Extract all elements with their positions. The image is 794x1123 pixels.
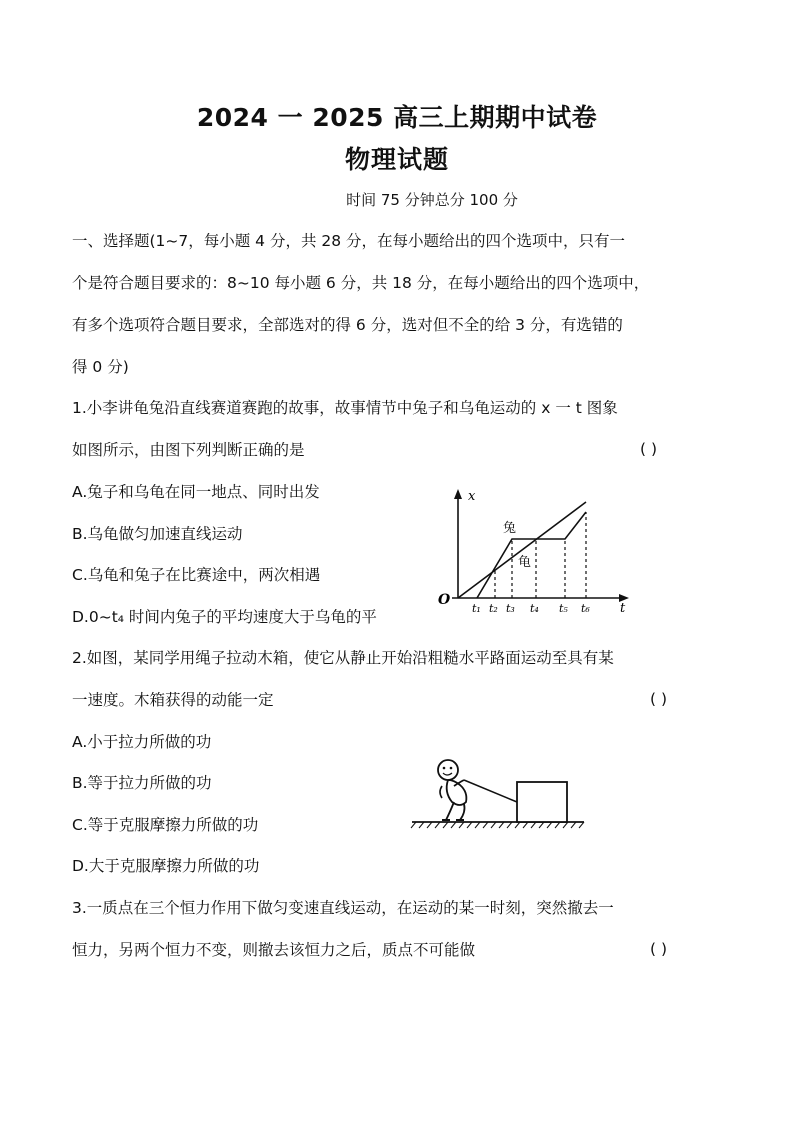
- time-info: 时间 75 分钟总分 100 分: [346, 191, 518, 209]
- page-title: 2024 一 2025 高三上期期中试卷: [196, 103, 598, 132]
- origin-label: O: [438, 592, 451, 608]
- person-head: [438, 760, 458, 780]
- q3-stem-line: 恒力，另两个恒力不变，则撤去该恒力之后，质点不可能做: [72, 941, 476, 959]
- q1-option-b: B.乌龟做匀加速直线运动: [72, 525, 243, 543]
- x-axis-label: t: [620, 601, 626, 616]
- tick-t3: t₃: [506, 602, 515, 615]
- q2-pulling-box-figure: [408, 752, 588, 832]
- q2-option-b: B.等于拉力所做的功: [72, 774, 212, 792]
- section-instruction-line: 一、选择题(1~7，每小题 4 分，共 28 分，在每小题给出的四个选项中，只有一: [72, 232, 626, 250]
- q3-stem-line: 3.一质点在三个恒力作用下做匀变速直线运动，在运动的某一时刻，突然撤去一: [72, 899, 614, 917]
- q1-xt-graph: [432, 486, 632, 618]
- q1-option-d: D.0~t₄ 时间内兔子的平均速度大于乌龟的平: [72, 608, 377, 626]
- q1-stem-line: 1.小李讲龟兔沿直线赛道赛跑的故事，故事情节中兔子和乌龟运动的 x 一 t 图象: [72, 399, 618, 417]
- q2-stem-line: 一速度。木箱获得的动能一定: [72, 691, 274, 709]
- tick-t1: t₁: [472, 602, 481, 615]
- q1-stem-line: 如图所示，由图下列判断正确的是: [72, 441, 305, 459]
- q1-answer-paren: ( ): [640, 440, 658, 458]
- section-instruction-line: 个是符合题目要求的：8~10 每小题 6 分，共 18 分，在每小题给出的四个选项中，: [72, 274, 650, 292]
- tick-t4: t₄: [530, 602, 539, 615]
- turtle-label: 龟: [518, 555, 532, 570]
- wooden-box: [517, 782, 567, 822]
- q2-stem-line: 2.如图，某同学用绳子拉动木箱，使它从静止开始沿粗糙水平路面运动至具有某: [72, 649, 614, 667]
- q2-option-c: C.等于克服摩擦力所做的功: [72, 816, 259, 834]
- page-subtitle: 物理试题: [344, 145, 449, 174]
- y-axis-label: x: [468, 489, 476, 504]
- q2-option-a: A.小于拉力所做的功: [72, 733, 212, 751]
- rabbit-line: [477, 512, 586, 598]
- q1-option-c: C.乌龟和兔子在比赛途中，两次相遇: [72, 566, 321, 584]
- q2-option-d: D.大于克服摩擦力所做的功: [72, 857, 260, 875]
- tick-t5: t₅: [559, 602, 568, 615]
- section-instruction-line: 有多个选项符合题目要求，全部选对的得 6 分，选对但不全的给 3 分，有选错的: [72, 316, 623, 334]
- tick-t2: t₂: [489, 602, 498, 615]
- rabbit-label: 兔: [503, 521, 517, 536]
- section-instruction-line: 得 0 分): [72, 358, 129, 376]
- q3-answer-paren: ( ): [650, 940, 668, 958]
- q2-answer-paren: ( ): [650, 690, 668, 708]
- rope: [464, 780, 517, 802]
- y-axis-arrow: [454, 489, 462, 499]
- tick-t6: t₆: [581, 602, 590, 615]
- q1-option-a: A.兔子和乌龟在同一地点、同时出发: [72, 483, 320, 501]
- turtle-line: [458, 502, 586, 598]
